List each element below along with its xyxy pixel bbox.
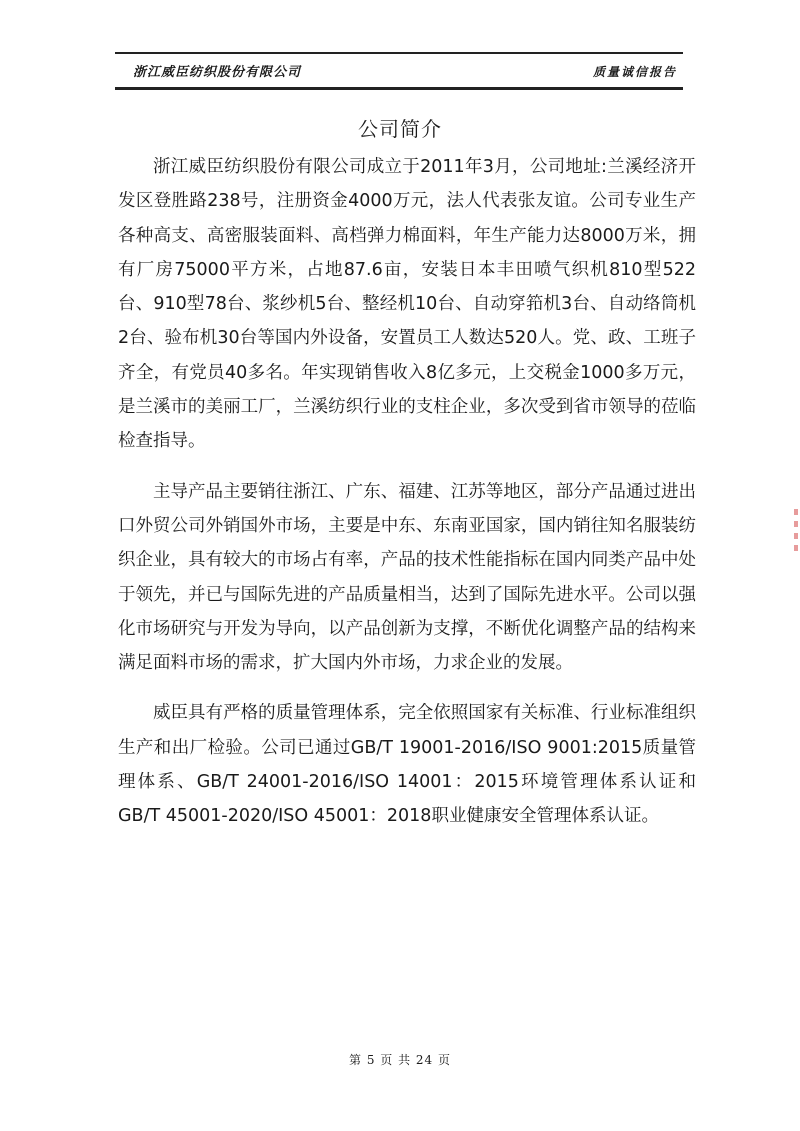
body-text <box>118 150 696 834</box>
paragraph-quality-system: 威臣具有严格的质量管理体系，完全依照国家有关标准、行业标准组织生产和出厂检验。公司已通过GB/T 19001-2016/ISO 9001:2015质量管理体系、GB/T 24001-2016/ISO 14001：2015环境管理体系认证和GB/T 45001-2020/ISO 45001：2018职业健康安全管理体系认证。 <box>118 703 696 827</box>
paragraph-products-market: 主导产品主要销往浙江、广东、福建、江苏等地区，部分产品通过进出口外贸公司外销国外市场，主要是中东、东南亚国家，国内销往知名服装纺织企业，具有较大的市场占有率，产品的技术性能指标在国内同类产品中处于领先，并已与国际先进的产品质量相当，达到了国际先进水平。公司以强化市场研究与开发为导向，以产品创新为支撑，不断优化调整产品的结构来满足面料市场的需求，扩大国内外市场，力求企业的发展。 <box>118 481 696 674</box>
header-report-name: 质量诚信报告 <box>592 65 677 79</box>
section-title: 公司简介 <box>358 117 442 141</box>
page-number: 第 5 页 共 24 页 <box>349 1053 451 1067</box>
seal-edge-mark <box>786 505 800 585</box>
page-header <box>115 52 683 90</box>
header-company-name: 浙江威臣纺织股份有限公司 <box>133 65 302 80</box>
paragraph-company-overview: 浙江威臣纺织股份有限公司成立于2011年3月，公司地址:兰溪经济开发区登胜路238号，注册资金4000万元，法人代表张友谊。公司专业生产各种高支、高密服装面料、高档弹力棉面料，年生产能力达8000万米，拥有厂房75000平方米，占地87.6亩，安装日本丰田喷气织机810型522台、910型78台、浆纱机5台、整经机10台、自动穿筘机3台、自动络筒机2台、验布机30台等国内外设备，安置员工人数达520人。党、政、工班子齐全，有党员40多名。年实现销售收入8亿多元，上交税金1000多万元，是兰溪市的美丽工厂，兰溪纺织行业的支柱企业，多次受到省市领导的莅临检查指导。 <box>118 157 696 452</box>
